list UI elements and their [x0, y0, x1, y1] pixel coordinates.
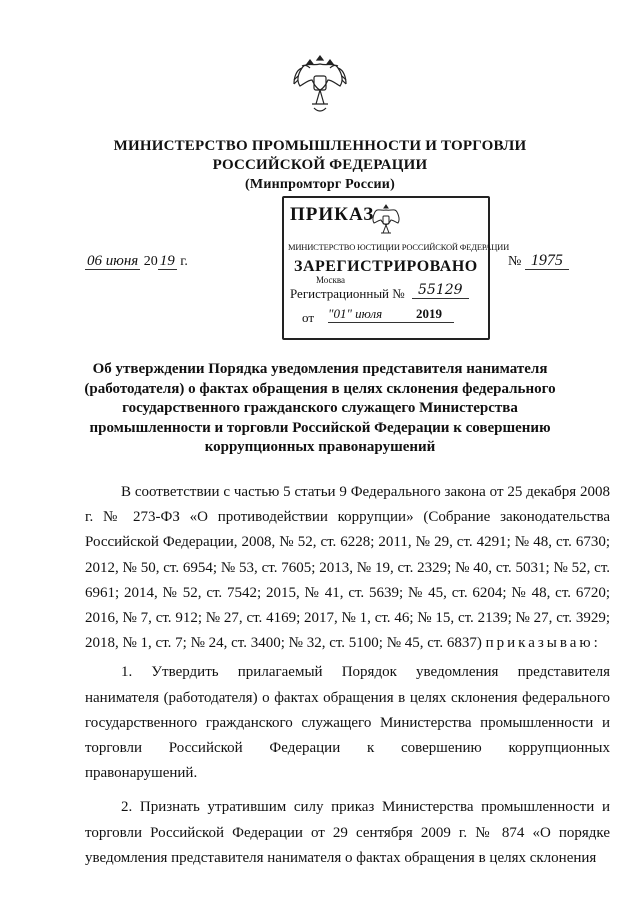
stamp-coat-of-arms-icon	[370, 202, 402, 236]
stamp-ministry-name: МИНИСТЕРСТВО ЮСТИЦИИ РОССИЙСКОЙ ФЕДЕРАЦИИ	[288, 242, 510, 252]
ministry-name-line2: РОССИЙСКОЙ ФЕДЕРАЦИИ	[212, 157, 428, 173]
stamp-date	[328, 306, 454, 323]
order-year-handwritten: 19	[159, 253, 175, 269]
order-number	[508, 252, 569, 270]
order-date	[85, 253, 188, 270]
order-date-handwritten: 06 июня	[87, 253, 139, 269]
item-1: 1. Утвердить прилагаемый Порядок уведомления представителя нанимателя (работодателя) о фактах обращения в целях склонения федерального государственного гражданского служащего Министерства промышленности и торговли Российской Федерации к совершению коррупционных правонарушений.	[85, 664, 610, 782]
order-verb: приказываю:	[485, 635, 601, 652]
order-year-suffix: г.	[180, 254, 188, 269]
preamble-text: В соответствии с частью 5 статьи 9 Федерального закона от 25 декабря 2008 г. № 273-ФЗ «О противодействии коррупции» (Собрание законодательства Российской Федерации, 2008, № 52, ст. 6228; 2011, № 29, ст. 4291; № 48, ст. 6730; 2012, № 50, ст. 6954; № 53, ст. 7605; 2013, № 19, ст. 2329; № 40, ст. 5031; № 52, ст. 6961; 2014, № 52, ст. 7542; 2015, № 41, ст. 5639; № 45, ст. 6204; № 48, ст. 6720; 2016, № 7, ст. 912; № 27, ст. 4169; 2017, № 1, ст. 46; № 15, ст. 2139; № 27, ст. 3929; 2018, № 1, ст. 7; № 24, ст. 3400; № 32, ст. 5100; № 45, ст. 6837)	[85, 484, 610, 652]
order-number-label: №	[508, 254, 522, 269]
stamp-date-value: "01" июля	[328, 306, 383, 321]
order-number-handwritten: 1975	[525, 252, 569, 270]
document-title: Об утверждении Порядка уведомления представителя нанимателя (работодателя) о фактах обращения в целях склонения федерального государственного гражданского служащего Министерства промышленности и торговли Российской Федерации к совершению коррупционных правонарушений	[84, 361, 556, 455]
stamp-registration-number: 55129	[412, 282, 469, 299]
stamp-city: Москва	[316, 275, 345, 285]
stamp-title: ПРИКАЗ	[290, 204, 375, 225]
item-2: 2. Признать утратившим силу приказ Министерства промышленности и торговли Российской Федерации от 29 сентября 2009 г. № 874 «О порядке уведомления представителя нанимателя о фактах обращения в целях склонения	[85, 799, 610, 866]
registration-stamp	[282, 196, 510, 340]
stamp-date-prefix: от	[302, 310, 315, 325]
order-year-prefix: 20	[143, 254, 158, 269]
preamble-paragraph	[85, 480, 610, 656]
ministry-name-line1: МИНИСТЕРСТВО ПРОМЫШЛЕННОСТИ И ТОРГОВЛИ	[113, 138, 527, 154]
stamp-date-year: 2019	[416, 306, 442, 321]
ministry-short-name: (Минпромторг России)	[245, 177, 395, 192]
stamp-registered-label: ЗАРЕГИСТРИРОВАНО	[294, 258, 478, 275]
stamp-registration-label: Регистрационный №	[290, 286, 405, 301]
document-body	[85, 480, 610, 871]
russian-coat-of-arms-icon	[292, 50, 348, 116]
